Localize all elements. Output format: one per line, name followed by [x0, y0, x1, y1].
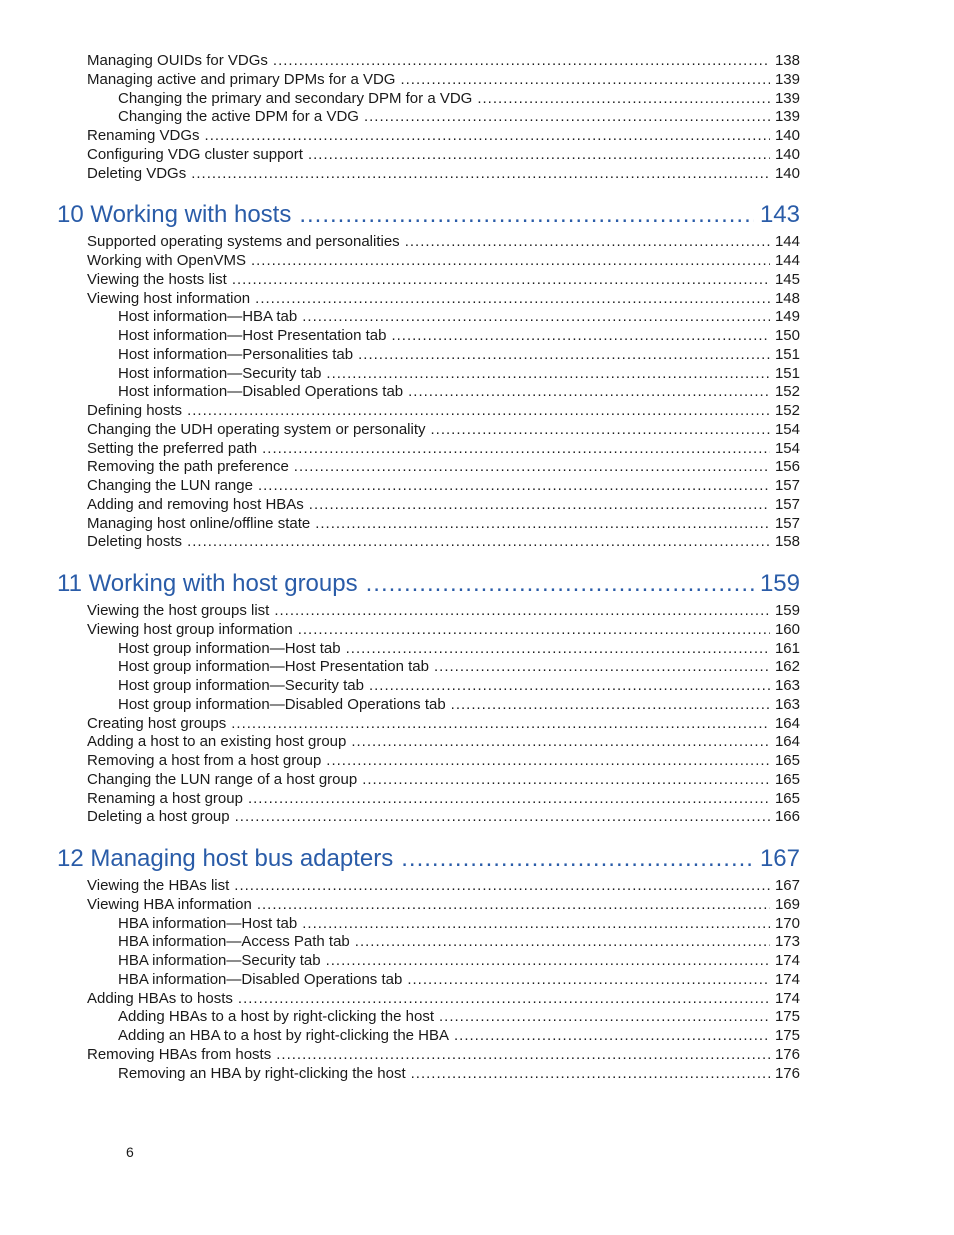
- dot-leader: [326, 752, 770, 771]
- dot-leader: [309, 496, 770, 515]
- toc-title: Viewing the HBAs list: [87, 877, 230, 894]
- toc-title: Host group information—Host tab: [118, 639, 341, 657]
- dot-leader: [326, 365, 770, 384]
- toc-entry[interactable]: [87, 127, 800, 146]
- toc-title: Changing the primary and secondary DPM for a VDG: [118, 89, 473, 107]
- toc-page-number: 176: [774, 1064, 800, 1082]
- toc-title: Changing the LUN range: [87, 477, 253, 494]
- toc-title: Host information—Security tab: [118, 364, 322, 382]
- toc-title: Working with OpenVMS: [87, 252, 246, 269]
- dot-leader: [234, 877, 770, 896]
- toc-page-number: 175: [774, 1008, 800, 1026]
- dot-leader: [276, 1046, 770, 1065]
- toc-subentry[interactable]: [118, 915, 800, 934]
- toc-subentry[interactable]: [118, 108, 800, 127]
- toc-entry[interactable]: [87, 896, 800, 915]
- toc-entry[interactable]: [87, 808, 800, 827]
- toc-title: Creating host groups: [87, 714, 227, 732]
- toc-page-number: 154: [774, 420, 800, 438]
- toc-subentry[interactable]: [118, 640, 800, 659]
- dot-leader: [302, 308, 770, 327]
- dot-leader: [346, 640, 770, 659]
- dot-leader: [298, 621, 770, 640]
- toc-title: Changing the UDH operating system or personality: [87, 420, 426, 438]
- toc-page-number: 159: [774, 602, 800, 619]
- toc-chapter-heading[interactable]: [57, 844, 800, 874]
- toc-subentry[interactable]: [118, 90, 800, 109]
- toc-page-number: 157: [774, 514, 800, 532]
- toc-entry[interactable]: [87, 715, 800, 734]
- dot-leader: [451, 696, 770, 715]
- dot-leader: [248, 790, 770, 809]
- toc-title: Managing active and primary DPMs for a VDG: [87, 70, 396, 88]
- toc-title: Defining hosts: [87, 402, 183, 419]
- dot-leader: [238, 990, 770, 1009]
- toc-page-number: 161: [774, 639, 800, 657]
- dot-leader: [294, 458, 770, 477]
- toc-page-number: 152: [774, 402, 800, 419]
- toc-title: 10 Working with hosts: [57, 201, 292, 229]
- toc-subentry[interactable]: [118, 971, 800, 990]
- dot-leader: [274, 602, 770, 621]
- toc-page-number: 152: [774, 383, 800, 401]
- dot-leader: [369, 677, 770, 696]
- toc-entry[interactable]: [87, 52, 800, 71]
- toc-subentry[interactable]: [118, 346, 800, 365]
- toc-title: Deleting hosts: [87, 533, 183, 551]
- toc-page-number: 143: [759, 201, 800, 229]
- toc-page-number: 140: [774, 127, 800, 144]
- toc-title: Managing host online/offline state: [87, 514, 311, 532]
- toc-title: Viewing the hosts list: [87, 270, 227, 288]
- toc-page-number: 174: [774, 989, 800, 1007]
- toc-title: Removing HBAs from hosts: [87, 1045, 272, 1063]
- toc-title: Deleting VDGs: [87, 164, 187, 182]
- dot-leader: [326, 952, 770, 971]
- toc-subentry[interactable]: [118, 696, 800, 715]
- dot-leader: [299, 200, 754, 230]
- toc-entry[interactable]: [87, 790, 800, 809]
- toc-page-number: 139: [774, 70, 800, 88]
- toc-page-number: 164: [774, 714, 800, 732]
- toc-title: 11 Working with host groups: [57, 570, 358, 597]
- toc-page-number: 159: [759, 570, 800, 597]
- dot-leader: [187, 402, 770, 421]
- toc-entry[interactable]: [87, 621, 800, 640]
- toc-entry[interactable]: [87, 1046, 800, 1065]
- toc-page-number: 173: [774, 933, 800, 951]
- dot-leader: [400, 71, 770, 90]
- dot-leader: [366, 569, 754, 599]
- toc-subentry[interactable]: [118, 1008, 800, 1027]
- toc-title: Viewing the host groups list: [87, 602, 270, 619]
- toc-entry[interactable]: [87, 733, 800, 752]
- toc-title: Configuring VDG cluster support: [87, 145, 303, 163]
- toc-page-number: 163: [774, 677, 800, 694]
- toc-page-number: 145: [774, 270, 800, 288]
- toc-entry[interactable]: [87, 771, 800, 790]
- toc-title: Removing a host from a host group: [87, 752, 322, 769]
- dot-leader: [273, 52, 770, 71]
- toc-page-number: 170: [774, 914, 800, 932]
- dot-leader: [434, 658, 770, 677]
- toc-title: Host group information—Disabled Operations tab: [118, 695, 446, 713]
- dot-leader: [439, 1008, 770, 1027]
- toc-page-number: 151: [774, 345, 800, 363]
- toc-page-number: 150: [774, 327, 800, 344]
- toc-subentry[interactable]: [118, 952, 800, 971]
- toc-entry[interactable]: [87, 252, 800, 271]
- toc-title: HBA information—Disabled Operations tab: [118, 970, 403, 988]
- toc-entry[interactable]: [87, 533, 800, 552]
- toc-subentry[interactable]: [118, 677, 800, 696]
- toc-entry[interactable]: [87, 71, 800, 90]
- toc-title: Adding a host to an existing host group: [87, 733, 347, 751]
- toc-page-number: 140: [774, 145, 800, 163]
- dot-leader: [401, 844, 754, 874]
- toc-title: Supported operating systems and personalities: [87, 233, 400, 251]
- toc-page-number: 176: [774, 1045, 800, 1063]
- toc-entry[interactable]: [87, 290, 800, 309]
- toc-title: Deleting a host group: [87, 808, 230, 826]
- toc-entry[interactable]: [87, 477, 800, 496]
- toc-entry[interactable]: [87, 271, 800, 290]
- toc-entry[interactable]: [87, 458, 800, 477]
- toc-page-number: 167: [759, 845, 800, 872]
- toc-page-number: 165: [774, 789, 800, 807]
- toc-title: Viewing HBA information: [87, 895, 252, 913]
- toc-title: Host information—Personalities tab: [118, 345, 354, 363]
- dot-leader: [191, 165, 770, 184]
- dot-leader: [454, 1027, 770, 1046]
- toc-entry[interactable]: [87, 402, 800, 421]
- toc-page-number: 163: [774, 695, 800, 713]
- dot-leader: [257, 896, 770, 915]
- dot-leader: [358, 346, 770, 365]
- toc-title: Adding an HBA to a host by right-clicking the HBA: [118, 1027, 450, 1044]
- toc-title: Adding and removing host HBAs: [87, 495, 304, 513]
- toc-page-number: 139: [774, 108, 800, 126]
- page-number: 6: [126, 1144, 134, 1160]
- toc-title: Changing the active DPM for a VDG: [118, 108, 359, 126]
- toc-entry[interactable]: [87, 752, 800, 771]
- dot-leader: [258, 477, 770, 496]
- toc-title: Managing OUIDs for VDGs: [87, 52, 268, 69]
- toc-page-number: 174: [774, 970, 800, 988]
- dot-leader: [405, 233, 770, 252]
- toc-title: Setting the preferred path: [87, 439, 258, 457]
- toc-page-number: 157: [774, 477, 800, 494]
- dot-leader: [187, 533, 770, 552]
- dot-leader: [351, 733, 770, 752]
- toc-page-number: 154: [774, 439, 800, 457]
- toc-page-number: 164: [774, 733, 800, 751]
- dot-leader: [355, 933, 770, 952]
- toc-title: Removing the path preference: [87, 458, 289, 476]
- toc-chapter-heading[interactable]: [57, 200, 800, 230]
- dot-leader: [315, 515, 770, 534]
- toc-subentry[interactable]: [118, 308, 800, 327]
- toc-title: Removing an HBA by right-clicking the host: [118, 1064, 406, 1082]
- toc-entry[interactable]: [87, 990, 800, 1009]
- toc-title: Host group information—Host Presentation tab: [118, 658, 429, 676]
- toc-title: Renaming a host group: [87, 789, 243, 807]
- toc-page-number: 148: [774, 289, 800, 307]
- dot-leader: [431, 421, 770, 440]
- toc-page-number: 156: [774, 458, 800, 476]
- dot-leader: [408, 383, 770, 402]
- toc-subentry[interactable]: [118, 658, 800, 677]
- toc-subentry[interactable]: [118, 933, 800, 952]
- dot-leader: [231, 715, 770, 734]
- toc-page-number: 151: [774, 364, 800, 382]
- toc-page-number: 138: [774, 52, 800, 69]
- toc-title: Viewing host information: [87, 289, 251, 307]
- toc-subentry[interactable]: [118, 327, 800, 346]
- dot-leader: [362, 771, 770, 790]
- toc-page-number: 166: [774, 808, 800, 826]
- toc-page-number: 167: [774, 877, 800, 894]
- toc-page-number: 160: [774, 620, 800, 638]
- toc-title: Renaming VDGs: [87, 127, 200, 144]
- dot-leader: [302, 915, 770, 934]
- dot-leader: [477, 90, 770, 109]
- dot-leader: [364, 108, 770, 127]
- toc-title: Viewing host group information: [87, 620, 293, 638]
- toc-entry[interactable]: [87, 165, 800, 184]
- dot-leader: [205, 127, 770, 146]
- toc-page-number: 169: [774, 895, 800, 913]
- toc-title: Host information—Host Presentation tab: [118, 327, 387, 344]
- toc-entry[interactable]: [87, 877, 800, 896]
- dot-leader: [411, 1065, 770, 1084]
- toc-title: Host information—HBA tab: [118, 308, 298, 326]
- toc-entry[interactable]: [87, 233, 800, 252]
- dot-leader: [232, 271, 770, 290]
- dot-leader: [407, 971, 770, 990]
- toc-entry[interactable]: [87, 146, 800, 165]
- toc-title: 12 Managing host bus adapters: [57, 845, 394, 872]
- toc-page-number: 139: [774, 89, 800, 107]
- toc-page-number: 162: [774, 658, 800, 676]
- toc-entry[interactable]: [87, 421, 800, 440]
- toc-subentry[interactable]: [118, 1027, 800, 1046]
- toc-entry[interactable]: [87, 440, 800, 459]
- toc-title: Changing the LUN range of a host group: [87, 770, 358, 788]
- toc-page-number: 165: [774, 770, 800, 788]
- toc-title: Adding HBAs to a host by right-clicking the host: [118, 1008, 434, 1026]
- toc-subentry[interactable]: [118, 365, 800, 384]
- toc-page-number: 157: [774, 495, 800, 513]
- toc-page-number: 149: [774, 308, 800, 326]
- toc-page-number: 175: [774, 1027, 800, 1044]
- toc-page-number: 144: [774, 233, 800, 251]
- toc-page-number: 144: [774, 252, 800, 269]
- table-of-contents: [0, 52, 954, 1083]
- toc-entry[interactable]: [87, 602, 800, 621]
- toc-title: HBA information—Access Path tab: [118, 933, 350, 951]
- toc-page-number: 158: [774, 533, 800, 551]
- dot-leader: [262, 440, 770, 459]
- toc-entry[interactable]: [87, 496, 800, 515]
- dot-leader: [235, 808, 770, 827]
- dot-leader: [255, 290, 770, 309]
- toc-subentry[interactable]: [118, 1065, 800, 1084]
- toc-title: Host group information—Security tab: [118, 677, 364, 694]
- dot-leader: [308, 146, 770, 165]
- toc-chapter-heading[interactable]: [57, 569, 800, 599]
- toc-page-number: 165: [774, 752, 800, 769]
- toc-title: HBA information—Host tab: [118, 914, 298, 932]
- dot-leader: [251, 252, 770, 271]
- dot-leader: [391, 327, 770, 346]
- toc-title: HBA information—Security tab: [118, 952, 321, 969]
- toc-title: Host information—Disabled Operations tab: [118, 383, 404, 401]
- toc-page-number: 174: [774, 952, 800, 969]
- toc-title: Adding HBAs to hosts: [87, 989, 233, 1007]
- toc-page-number: 140: [774, 164, 800, 182]
- toc-entry[interactable]: [87, 515, 800, 534]
- toc-subentry[interactable]: [118, 383, 800, 402]
